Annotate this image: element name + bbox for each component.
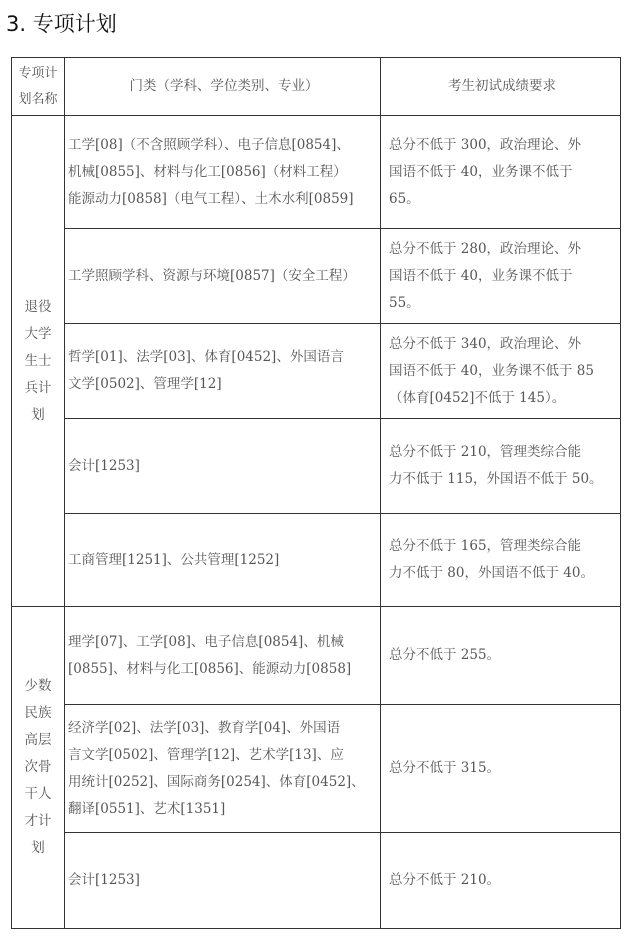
plan-name-cell-line: 退役 <box>24 298 52 315</box>
category-cell <box>65 419 381 514</box>
requirement-cell-line: 国语不低于 40，业务课不低于 <box>389 267 573 284</box>
plan-name-cell <box>12 116 65 607</box>
requirement-cell-line: 总分不低于 300，政治理论、外 <box>389 136 582 153</box>
requirement-cell-line: 国语不低于 40，业务课不低于 <box>389 163 573 180</box>
header-plan-name-line: 划名称 <box>18 91 58 107</box>
header-category-line: 门类（学科、学位类别、专业） <box>129 78 319 94</box>
plan-name-cell-line: 次骨 <box>24 759 52 775</box>
table-row <box>12 116 621 229</box>
requirement-cell <box>381 324 621 419</box>
category-cell <box>65 705 381 833</box>
requirement-cell-line: 总分不低于 280，政治理论、外 <box>389 240 582 257</box>
requirement-cell-line: 力不低于 80，外国语不低于 40。 <box>389 565 594 581</box>
category-cell-line: 工学[08]（不含照顾学科）、电子信息[0854]、 <box>68 136 350 153</box>
special-plan-table <box>11 57 621 929</box>
plan-name-cell-line: 才计 <box>24 813 52 829</box>
header-plan-name <box>12 58 65 116</box>
category-cell-line: 哲学[01]、法学[03]、体育[0452]、外国语言 <box>68 349 344 365</box>
category-cell-line: 工学照顾学科、资源与环境[0857]（安全工程） <box>68 267 356 284</box>
requirement-cell-line: 55。 <box>389 294 420 311</box>
category-cell <box>65 229 381 324</box>
plan-name-cell-line: 兵计 <box>24 379 52 396</box>
requirement-cell <box>381 833 621 929</box>
category-cell-line: 言文学[0502]、管理学[12]、艺术学[13]、应 <box>68 746 344 763</box>
category-cell <box>65 324 381 419</box>
category-cell-line: 工商管理[1251]、公共管理[1252] <box>68 551 280 568</box>
category-cell <box>65 116 381 229</box>
requirement-cell-line: （体育[0452]不低于 145）。 <box>389 389 566 406</box>
plan-name-cell-line: 划 <box>31 840 45 856</box>
requirement-cell <box>381 419 621 514</box>
table-row <box>12 514 621 607</box>
plan-name-cell-line: 民族 <box>24 705 52 721</box>
requirement-cell <box>381 116 621 229</box>
table-row <box>12 705 621 833</box>
requirement-cell-line: 力不低于 115，外国语不低于 50。 <box>389 471 603 487</box>
plan-name-cell-line: 大学 <box>24 325 52 342</box>
table-row <box>12 607 621 705</box>
requirement-cell-line: 总分不低于 210，管理类综合能 <box>389 444 582 460</box>
header-requirement <box>381 58 621 116</box>
table-row <box>12 833 621 929</box>
requirement-cell-line: 总分不低于 165，管理类综合能 <box>389 538 582 554</box>
category-cell-line: 理学[07]、工学[08]、电子信息[0854]、机械 <box>68 633 344 650</box>
category-cell-line: 会计[1253] <box>68 457 140 474</box>
category-cell-line: 能源动力[0858]（电气工程）、土木水利[0859] <box>68 190 354 207</box>
section-title: 3. 专项计划 <box>6 12 117 36</box>
plan-name-cell-line: 干人 <box>24 786 52 802</box>
requirement-cell-line: 65。 <box>389 190 420 207</box>
plan-name-cell-line: 少数 <box>24 678 52 694</box>
requirement-cell-line: 国语不低于 40，业务课不低于 85 <box>389 362 594 379</box>
header-row <box>12 58 621 116</box>
category-cell-line: 机械[0855]、材料与化工[0856]（材料工程） <box>68 163 347 180</box>
requirement-cell-line: 总分不低于 210。 <box>389 872 501 888</box>
category-cell <box>65 833 381 929</box>
requirement-cell <box>381 514 621 607</box>
category-cell-line: [0855]、材料与化工[0856]、能源动力[0858] <box>68 660 352 677</box>
header-category <box>65 58 381 116</box>
table-row <box>12 229 621 324</box>
header-plan-name-line: 专项计 <box>18 65 58 81</box>
category-cell-line: 会计[1253] <box>68 872 140 888</box>
requirement-cell <box>381 705 621 833</box>
requirement-cell-line: 总分不低于 315。 <box>389 760 501 776</box>
header-requirement-line: 考生初试成绩要求 <box>448 78 556 94</box>
plan-name-cell-line: 生士 <box>24 352 52 369</box>
category-cell <box>65 607 381 705</box>
category-cell-line: 文学[0502]、管理学[12] <box>68 376 222 392</box>
table-row <box>12 324 621 419</box>
plan-name-cell-line: 划 <box>31 406 45 423</box>
table-row <box>12 419 621 514</box>
category-cell-line: 经济学[02]、法学[03]、教育学[04]、外国语 <box>68 719 341 736</box>
category-cell <box>65 514 381 607</box>
requirement-cell-line: 总分不低于 340，政治理论、外 <box>389 335 582 352</box>
category-cell-line: 用统计[0252]、国际商务[0254]、体育[0452]、 <box>68 773 365 790</box>
plan-name-cell-line: 高层 <box>24 732 52 748</box>
category-cell-line: 翻译[0551]、艺术[1351] <box>68 800 226 817</box>
requirement-cell <box>381 229 621 324</box>
requirement-cell <box>381 607 621 705</box>
requirement-cell-line: 总分不低于 255。 <box>389 647 501 663</box>
plan-name-cell <box>12 607 65 929</box>
